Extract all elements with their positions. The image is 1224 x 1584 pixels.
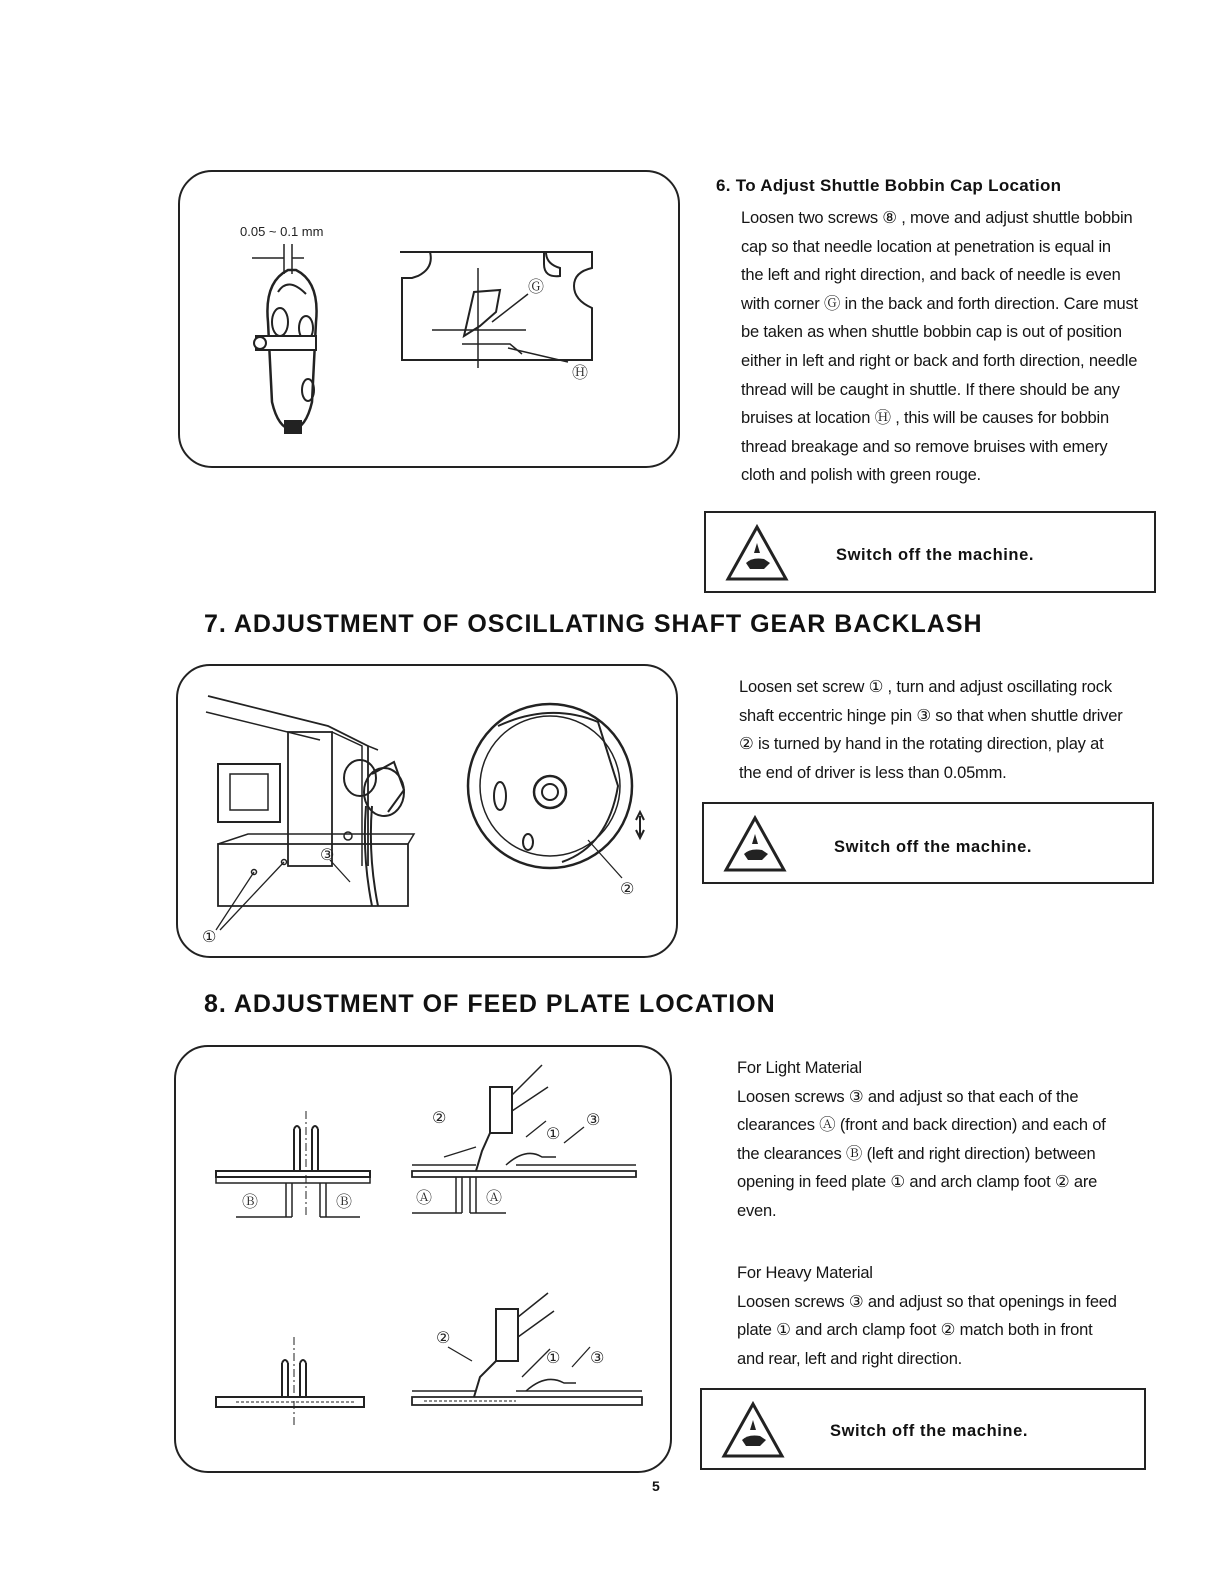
text-line: Loosen two screws ⑧ , move and adjust shuttle bobbin — [741, 209, 1133, 227]
shuttle-bobbin-cap-illustration — [180, 172, 680, 468]
label-a-left: Ⓐ — [416, 1188, 433, 1207]
text-line: ② is turned by hand in the rotating direction, play at — [739, 735, 1104, 754]
caution-box-section6 — [704, 511, 1156, 593]
text-line: Loosen set screw ① , turn and adjust oscillating rock — [739, 678, 1112, 696]
label-b-left: Ⓑ — [242, 1192, 259, 1211]
text-line: thread will be caught in shuttle. If there should be any — [741, 380, 1120, 399]
subsection-title: For Heavy Material — [737, 1264, 873, 1282]
text-line: bruises at location Ⓗ , this will be causes for bobbin — [741, 409, 1109, 428]
figure-oscillating-shaft — [176, 664, 678, 958]
label-3: ③ — [320, 845, 335, 864]
text-line: cloth and polish with green rouge. — [741, 466, 981, 485]
dimension-label: 0.05 ~ 0.1 mm — [240, 224, 324, 239]
text-line: the clearances Ⓑ (left and right direction) between — [737, 1144, 1096, 1163]
caution-box-section7 — [702, 802, 1154, 884]
text-line: Loosen screws ③ and adjust so that openings in feed — [737, 1292, 1117, 1311]
text-line: thread breakage and so remove bruises with emery — [741, 437, 1108, 456]
text-line: and rear, left and right direction. — [737, 1349, 963, 1368]
text-line: shaft eccentric hinge pin ③ so that when shuttle driver — [739, 706, 1123, 725]
warning-triangle-icon — [724, 523, 790, 583]
section7-paragraph — [739, 673, 1159, 787]
label-h: Ⓗ — [572, 363, 589, 382]
text-line: either in left and right or back and forth direction, needle — [741, 351, 1138, 370]
section8-heading: 8. ADJUSTMENT OF FEED PLATE LOCATION — [204, 990, 776, 1018]
text-line: clearances Ⓐ (front and back direction) and each of — [737, 1116, 1106, 1135]
caution-text: Switch off the machine. — [830, 1422, 1029, 1440]
text-line: even. — [737, 1201, 777, 1220]
label-1: ① — [202, 927, 217, 946]
caution-text: Switch off the machine. — [836, 546, 1035, 564]
warning-triangle-icon — [722, 814, 788, 874]
text-line: be taken as when shuttle bobbin cap is out of position — [741, 323, 1122, 342]
section6-heading: 6. To Adjust Shuttle Bobbin Cap Location — [716, 176, 1062, 195]
subsection-title: For Light Material — [737, 1059, 862, 1077]
text-line: plate ① and arch clamp foot ② match both in front — [737, 1321, 1093, 1340]
oscillating-shaft-illustration — [178, 666, 678, 958]
feed-plate-illustration — [176, 1047, 672, 1473]
label-2-bottom: ② — [436, 1328, 451, 1347]
label-3-top: ③ — [586, 1110, 601, 1129]
label-g: Ⓖ — [528, 277, 545, 296]
text-line: with corner Ⓖ in the back and forth direction. Care must — [741, 294, 1138, 313]
label-2: ② — [620, 879, 635, 898]
text-line: the left and right direction, and back of needle is even — [741, 266, 1121, 285]
figure-feed-plate — [174, 1045, 672, 1473]
label-1-top: ① — [546, 1124, 561, 1143]
section7-heading: 7. ADJUSTMENT OF OSCILLATING SHAFT GEAR BACKLASH — [204, 610, 983, 638]
section8-light-material — [737, 1054, 1157, 1226]
page-number: 5 — [652, 1478, 660, 1494]
caution-box-section8 — [700, 1388, 1146, 1470]
warning-triangle-icon — [720, 1400, 786, 1460]
label-a-right: Ⓐ — [486, 1188, 503, 1207]
label-2-top: ② — [432, 1108, 447, 1127]
text-line: the end of driver is less than 0.05mm. — [739, 763, 1007, 782]
label-1-bottom: ① — [546, 1348, 561, 1367]
text-line: cap so that needle location at penetration is equal in — [741, 237, 1111, 256]
label-b-right: Ⓑ — [336, 1192, 353, 1211]
caution-text: Switch off the machine. — [834, 838, 1033, 856]
section6-paragraph — [741, 204, 1161, 490]
text-line: Loosen screws ③ and adjust so that each of the — [737, 1087, 1079, 1106]
section8-heavy-material — [737, 1259, 1157, 1373]
figure-shuttle-bobbin-cap — [178, 170, 680, 468]
label-3-bottom: ③ — [590, 1348, 605, 1367]
text-line: opening in feed plate ① and arch clamp foot ② are — [737, 1173, 1098, 1192]
